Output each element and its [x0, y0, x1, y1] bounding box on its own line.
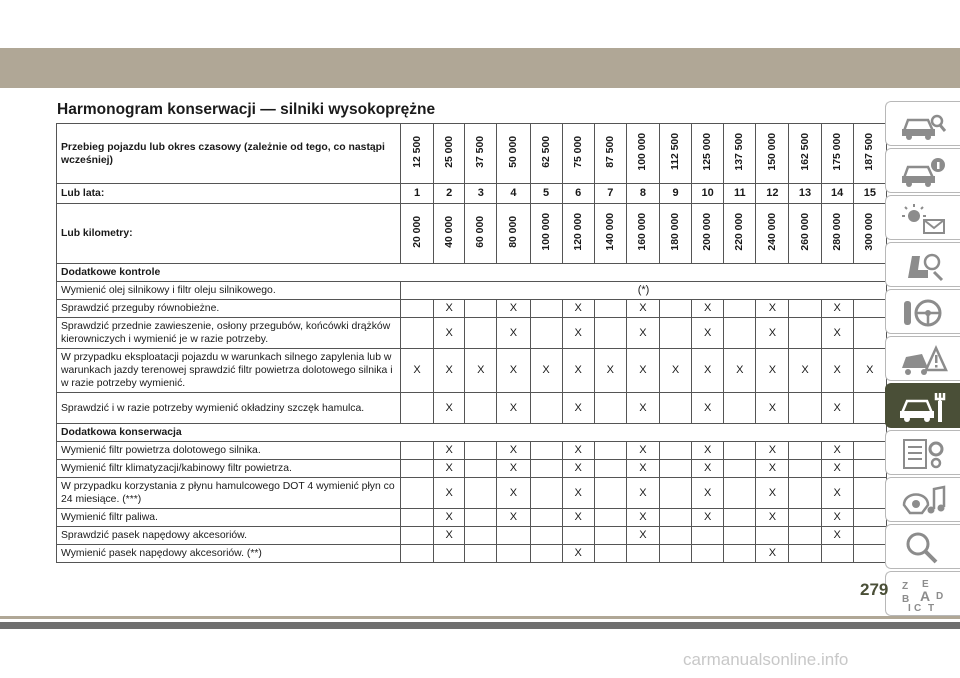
- mark-cell: X: [756, 509, 789, 527]
- task-label: Sprawdzić i w razie potrzeby wymienić okładziny szczęk hamulca.: [57, 393, 401, 424]
- steering-wheel-icon: [898, 295, 948, 330]
- mark-cell: X: [497, 509, 530, 527]
- mark-cell: [821, 545, 853, 563]
- mark-cell: [692, 545, 724, 563]
- header-miles-cell: [497, 124, 530, 184]
- tab-maintenance[interactable]: [885, 383, 960, 428]
- table-row: [57, 393, 887, 424]
- km-value-cell: [660, 204, 692, 264]
- table-row: [57, 318, 887, 349]
- task-label: Wymienić filtr powietrza dolotowego silnika.: [57, 442, 401, 460]
- svg-text:I: I: [908, 603, 911, 612]
- mark-cell: X: [821, 318, 853, 349]
- km-value-cell: [401, 204, 434, 264]
- mark-cell: [660, 393, 692, 424]
- mark-cell: X: [434, 460, 465, 478]
- mark-cell: [434, 545, 465, 563]
- car-wrench-icon: [898, 389, 948, 424]
- mark-cell: X: [594, 349, 626, 393]
- years-label: Lub lata:: [57, 184, 401, 204]
- vertical-label: 137 500: [734, 132, 746, 171]
- mark-cell: X: [626, 478, 659, 509]
- mark-cell: [401, 545, 434, 563]
- mark-cell: X: [821, 478, 853, 509]
- mark-cell: [853, 300, 886, 318]
- vertical-label: 60 000: [475, 215, 487, 248]
- header-miles-cell: [756, 124, 789, 184]
- svg-text:Z: Z: [902, 581, 909, 592]
- years-value: 12: [756, 184, 789, 204]
- mark-cell: [660, 545, 692, 563]
- mark-cell: [756, 527, 789, 545]
- merged-note: (*): [401, 282, 887, 300]
- search-icon: [898, 530, 948, 565]
- mark-cell: X: [626, 300, 659, 318]
- mark-cell: [853, 545, 886, 563]
- header-miles-cell: [692, 124, 724, 184]
- km-value-cell: [756, 204, 789, 264]
- mark-cell: [789, 527, 821, 545]
- table-row: [57, 282, 887, 300]
- header-miles-cell: [626, 124, 659, 184]
- mark-cell: [789, 393, 821, 424]
- mark-cell: [724, 300, 756, 318]
- car-info-icon: [898, 154, 948, 189]
- dashboard-car-icon: [898, 107, 948, 142]
- mark-cell: X: [434, 442, 465, 460]
- mark-cell: [789, 509, 821, 527]
- mark-cell: [465, 478, 497, 509]
- mark-cell: [724, 478, 756, 509]
- years-value: 7: [594, 184, 626, 204]
- years-value: 5: [530, 184, 562, 204]
- vertical-label: 150 000: [766, 132, 778, 171]
- table-row: [57, 527, 887, 545]
- mark-cell: X: [530, 349, 562, 393]
- mark-cell: X: [821, 527, 853, 545]
- alphabet-index-icon: [898, 577, 948, 612]
- mark-cell: X: [724, 349, 756, 393]
- header-miles-cell: [530, 124, 562, 184]
- table-row: [57, 478, 887, 509]
- mark-cell: X: [756, 478, 789, 509]
- mark-cell: [401, 509, 434, 527]
- table-row: [57, 460, 887, 478]
- mark-cell: X: [821, 442, 853, 460]
- emergency-car-icon: [898, 342, 948, 377]
- vertical-label: 240 000: [766, 212, 778, 251]
- tab-dashboard[interactable]: [885, 101, 960, 146]
- header-miles-cell: [789, 124, 821, 184]
- header-miles-cell: [465, 124, 497, 184]
- mark-cell: [853, 509, 886, 527]
- header-miles-cell: [562, 124, 594, 184]
- mark-cell: X: [692, 442, 724, 460]
- mark-cell: [530, 545, 562, 563]
- km-value-cell: [626, 204, 659, 264]
- mark-cell: X: [562, 300, 594, 318]
- vertical-label: 200 000: [702, 212, 714, 251]
- km-value-cell: [562, 204, 594, 264]
- km-value-cell: [724, 204, 756, 264]
- mark-cell: [401, 393, 434, 424]
- km-value-cell: [692, 204, 724, 264]
- mark-cell: X: [692, 509, 724, 527]
- mark-cell: X: [756, 545, 789, 563]
- mark-cell: X: [497, 478, 530, 509]
- mark-cell: [530, 460, 562, 478]
- mark-cell: X: [626, 349, 659, 393]
- vertical-label: 25 000: [443, 135, 455, 168]
- mark-cell: [465, 545, 497, 563]
- mark-cell: X: [401, 349, 434, 393]
- mark-cell: X: [692, 300, 724, 318]
- settings-list-icon: [898, 436, 948, 471]
- mark-cell: X: [756, 442, 789, 460]
- mark-cell: [853, 527, 886, 545]
- vertical-label: 187 500: [864, 132, 876, 171]
- airbag-seat-icon: [898, 248, 948, 283]
- mark-cell: [594, 545, 626, 563]
- top-band: [0, 48, 960, 88]
- years-value: 6: [562, 184, 594, 204]
- section-maintenance: [57, 424, 887, 442]
- mark-cell: [530, 300, 562, 318]
- vertical-label: 50 000: [507, 135, 519, 168]
- vertical-label: 100 000: [540, 212, 552, 251]
- km-value-cell: [465, 204, 497, 264]
- years-value: 9: [660, 184, 692, 204]
- mark-cell: [789, 318, 821, 349]
- mark-cell: [562, 527, 594, 545]
- mark-cell: [401, 442, 434, 460]
- mark-cell: [401, 300, 434, 318]
- task-label: W przypadku eksploatacji pojazdu w warunkach silnego zapylenia lub w warunkach jazdy terenowej sprawdzić filtr powietrza dolotowego silnika i w razie potrzeby wymienić.: [57, 349, 401, 393]
- km-value-cell: [497, 204, 530, 264]
- km-value-cell: [434, 204, 465, 264]
- vertical-label: 12 500: [411, 135, 423, 168]
- vertical-label: 75 000: [572, 135, 584, 168]
- mark-cell: [497, 545, 530, 563]
- mark-cell: X: [626, 460, 659, 478]
- mark-cell: [724, 460, 756, 478]
- mark-cell: [789, 442, 821, 460]
- km-value-cell: [853, 204, 886, 264]
- years-row: [57, 184, 887, 204]
- task-label: Wymienić pasek napędowy akcesoriów. (**): [57, 545, 401, 563]
- mark-cell: [853, 318, 886, 349]
- vertical-label: 112 500: [670, 133, 682, 170]
- mark-cell: [853, 460, 886, 478]
- mark-cell: [853, 478, 886, 509]
- mark-cell: X: [692, 460, 724, 478]
- task-label: Wymienić filtr paliwa.: [57, 509, 401, 527]
- mark-cell: [465, 509, 497, 527]
- mark-cell: [465, 460, 497, 478]
- header-label: Przebieg pojazdu lub okres czasowy (zależnie od tego, co nastąpi wcześniej): [57, 124, 401, 184]
- watermark: carmanualsonline.info: [683, 650, 849, 669]
- task-label: Wymienić filtr klimatyzacji/kabinowy filtr powietrza.: [57, 460, 401, 478]
- mark-cell: X: [692, 393, 724, 424]
- mark-cell: [401, 478, 434, 509]
- mark-cell: X: [756, 300, 789, 318]
- mark-cell: X: [692, 349, 724, 393]
- warning-light-icon: [898, 201, 948, 236]
- mark-cell: [724, 393, 756, 424]
- mark-cell: X: [434, 509, 465, 527]
- mark-cell: X: [821, 349, 853, 393]
- mark-cell: [465, 318, 497, 349]
- mark-cell: [724, 318, 756, 349]
- vertical-label: 260 000: [799, 212, 811, 251]
- mark-cell: X: [562, 393, 594, 424]
- vertical-label: 180 000: [670, 212, 682, 251]
- mark-cell: X: [660, 349, 692, 393]
- task-label: Sprawdzić przeguby równobieżne.: [57, 300, 401, 318]
- header-miles-cell: [434, 124, 465, 184]
- mark-cell: [660, 300, 692, 318]
- table-row: [57, 300, 887, 318]
- mark-cell: [594, 393, 626, 424]
- multimedia-icon: [898, 483, 948, 518]
- mark-cell: X: [626, 442, 659, 460]
- header-miles-cell: [660, 124, 692, 184]
- mark-cell: X: [756, 318, 789, 349]
- mark-cell: [724, 442, 756, 460]
- header-miles-cell: [724, 124, 756, 184]
- tab-safety[interactable]: [885, 242, 960, 287]
- mark-cell: X: [434, 300, 465, 318]
- years-value: 14: [821, 184, 853, 204]
- km-value-cell: [821, 204, 853, 264]
- mark-cell: [594, 527, 626, 545]
- tab-index[interactable]: [885, 571, 960, 616]
- tab-multimedia[interactable]: [885, 477, 960, 522]
- mark-cell: X: [562, 460, 594, 478]
- section-checks: [57, 264, 887, 282]
- vertical-label: 160 000: [637, 212, 649, 251]
- mark-cell: X: [562, 442, 594, 460]
- vertical-label: 80 000: [507, 215, 519, 248]
- mark-cell: X: [821, 300, 853, 318]
- mark-cell: X: [853, 349, 886, 393]
- mark-cell: [724, 545, 756, 563]
- tab-emergency[interactable]: [885, 336, 960, 381]
- vertical-label: 162 500: [799, 132, 811, 171]
- years-value: 8: [626, 184, 659, 204]
- mark-cell: X: [756, 393, 789, 424]
- header-row: [57, 124, 887, 184]
- header-miles-cell: [821, 124, 853, 184]
- mark-cell: [530, 478, 562, 509]
- mark-cell: [789, 545, 821, 563]
- tab-car-info[interactable]: [885, 148, 960, 193]
- vertical-label: 40 000: [443, 215, 455, 248]
- vertical-label: 100 000: [637, 132, 649, 171]
- years-value: 15: [853, 184, 886, 204]
- mark-cell: [853, 442, 886, 460]
- table-row: [57, 442, 887, 460]
- mark-cell: X: [821, 509, 853, 527]
- page-number: 279: [860, 580, 889, 599]
- mark-cell: X: [692, 478, 724, 509]
- mark-cell: [465, 300, 497, 318]
- mark-cell: X: [562, 349, 594, 393]
- section-maintenance-label: Dodatkowa konserwacja: [57, 424, 887, 442]
- table-row: [57, 509, 887, 527]
- mark-cell: [789, 478, 821, 509]
- mark-cell: X: [434, 318, 465, 349]
- mark-cell: [594, 318, 626, 349]
- vertical-label: 62 500: [540, 135, 552, 168]
- tab-search[interactable]: [885, 524, 960, 569]
- mark-cell: [660, 527, 692, 545]
- tab-warning-lights[interactable]: [885, 195, 960, 240]
- mark-cell: [724, 527, 756, 545]
- mark-cell: X: [789, 349, 821, 393]
- mark-cell: X: [562, 478, 594, 509]
- mark-cell: X: [434, 478, 465, 509]
- bottom-band-dark: [0, 622, 960, 629]
- mark-cell: [594, 478, 626, 509]
- mark-cell: [724, 509, 756, 527]
- mark-cell: X: [465, 349, 497, 393]
- km-value-cell: [530, 204, 562, 264]
- mark-cell: X: [756, 349, 789, 393]
- mark-cell: [530, 393, 562, 424]
- mark-cell: X: [497, 442, 530, 460]
- mark-cell: [660, 318, 692, 349]
- mark-cell: [530, 509, 562, 527]
- mark-cell: X: [562, 545, 594, 563]
- mark-cell: X: [756, 460, 789, 478]
- mark-cell: [465, 527, 497, 545]
- mark-cell: [401, 318, 434, 349]
- mark-cell: X: [497, 349, 530, 393]
- header-miles-cell: [594, 124, 626, 184]
- tab-driving[interactable]: [885, 289, 960, 334]
- task-label: Sprawdzić przednie zawieszenie, osłony przegubów, końcówki drążków kierowniczych i wymienić je w razie potrzeby.: [57, 318, 401, 349]
- mark-cell: [401, 460, 434, 478]
- years-value: 4: [497, 184, 530, 204]
- svg-text:A: A: [920, 588, 931, 604]
- mark-cell: [594, 460, 626, 478]
- mark-cell: [594, 300, 626, 318]
- mark-cell: X: [692, 318, 724, 349]
- mark-cell: [692, 527, 724, 545]
- mark-cell: [465, 442, 497, 460]
- mark-cell: [660, 509, 692, 527]
- mark-cell: X: [562, 318, 594, 349]
- vertical-label: 140 000: [604, 212, 616, 251]
- mark-cell: [497, 527, 530, 545]
- years-value: 10: [692, 184, 724, 204]
- vertical-label: 20 000: [411, 215, 423, 248]
- vertical-label: 300 000: [864, 212, 876, 251]
- mark-cell: [789, 460, 821, 478]
- maintenance-table: [56, 123, 887, 563]
- table-row: [57, 545, 887, 563]
- mark-cell: [594, 442, 626, 460]
- vertical-label: 125 000: [702, 132, 714, 171]
- mark-cell: [401, 527, 434, 545]
- vertical-label: 120 000: [572, 212, 584, 251]
- years-value: 13: [789, 184, 821, 204]
- header-miles-cell: [401, 124, 434, 184]
- mark-cell: X: [434, 393, 465, 424]
- task-label: W przypadku korzystania z płynu hamulcowego DOT 4 wymienić płyn co 24 miesiące. (***): [57, 478, 401, 509]
- mark-cell: [660, 478, 692, 509]
- section-checks-label: Dodatkowe kontrole: [57, 264, 887, 282]
- svg-text:E: E: [922, 579, 929, 590]
- mark-cell: X: [821, 460, 853, 478]
- mark-cell: X: [434, 349, 465, 393]
- svg-text:C: C: [914, 603, 922, 612]
- years-value: 3: [465, 184, 497, 204]
- mark-cell: X: [497, 393, 530, 424]
- years-value: 11: [724, 184, 756, 204]
- svg-text:B: B: [902, 594, 910, 605]
- mark-cell: X: [562, 509, 594, 527]
- vertical-label: 220 000: [734, 212, 746, 251]
- mark-cell: X: [497, 318, 530, 349]
- mark-cell: X: [497, 460, 530, 478]
- mark-cell: X: [626, 509, 659, 527]
- mark-cell: [853, 393, 886, 424]
- mark-cell: X: [821, 393, 853, 424]
- km-value-cell: [594, 204, 626, 264]
- mark-cell: [465, 393, 497, 424]
- bottom-band: [0, 616, 960, 619]
- vertical-label: 87 500: [604, 135, 616, 168]
- vertical-label: 37 500: [475, 135, 487, 168]
- mark-cell: X: [626, 393, 659, 424]
- mark-cell: X: [626, 527, 659, 545]
- km-label: Lub kilometry:: [57, 204, 401, 264]
- task-label: Wymienić olej silnikowy i filtr oleju silnikowego.: [57, 282, 401, 300]
- mark-cell: [626, 545, 659, 563]
- svg-text:D: D: [936, 591, 944, 602]
- mark-cell: [594, 509, 626, 527]
- tab-specifications[interactable]: [885, 430, 960, 475]
- mark-cell: [530, 442, 562, 460]
- header-miles-cell: [853, 124, 886, 184]
- page-title: Harmonogram konserwacji — silniki wysokoprężne: [57, 101, 436, 118]
- svg-text:T: T: [928, 603, 935, 612]
- task-label: Sprawdzić pasek napędowy akcesoriów.: [57, 527, 401, 545]
- years-value: 1: [401, 184, 434, 204]
- mark-cell: [530, 318, 562, 349]
- mark-cell: [660, 460, 692, 478]
- mark-cell: [660, 442, 692, 460]
- vertical-label: 175 000: [831, 132, 843, 171]
- km-value-cell: [789, 204, 821, 264]
- mark-cell: [789, 300, 821, 318]
- vertical-label: 280 000: [831, 212, 843, 251]
- mark-cell: X: [626, 318, 659, 349]
- years-value: 2: [434, 184, 465, 204]
- km-row: [57, 204, 887, 264]
- mark-cell: X: [434, 527, 465, 545]
- table-row: [57, 349, 887, 393]
- mark-cell: X: [497, 300, 530, 318]
- mark-cell: [530, 527, 562, 545]
